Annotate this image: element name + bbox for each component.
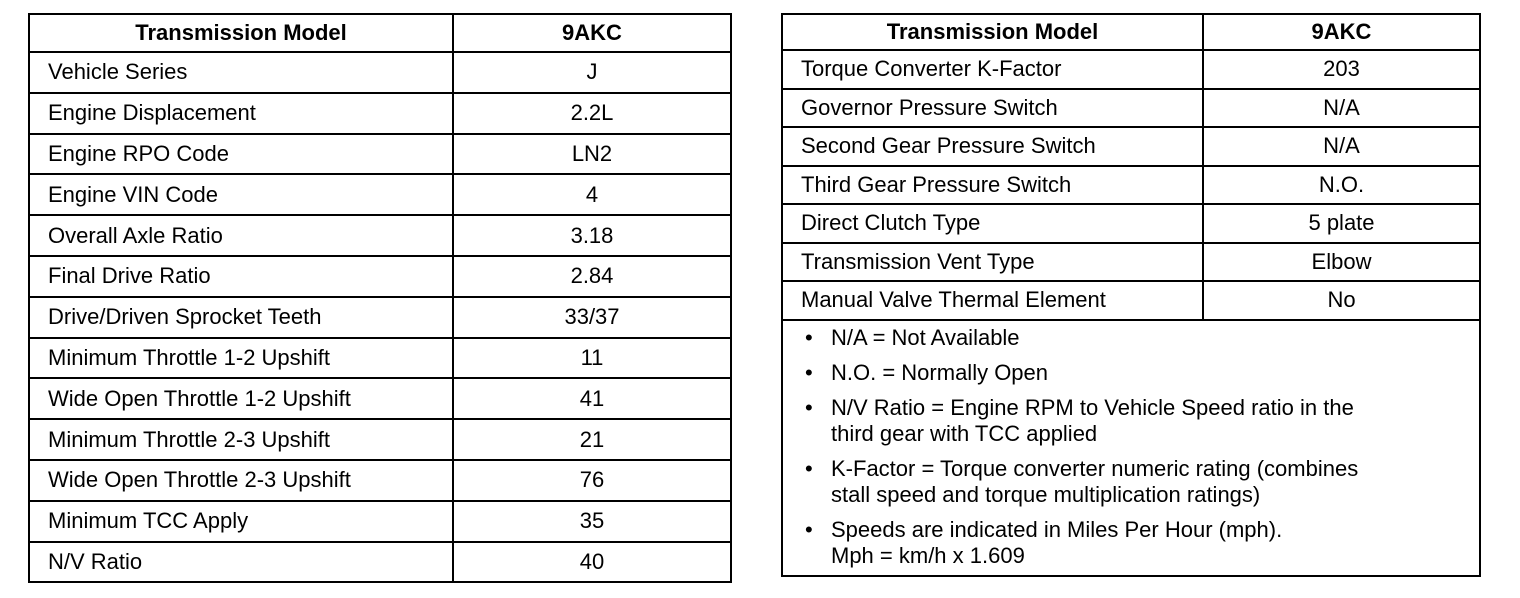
right-header-model-code: 9AKC [1203,14,1480,50]
table-row [782,89,1480,128]
row-label: Engine Displacement [29,93,453,134]
row-value: 2.84 [453,256,731,297]
row-label: Wide Open Throttle 2-3 Upshift [29,460,453,501]
bullet-icon: • [805,516,813,542]
row-label: Drive/Driven Sprocket Teeth [29,297,453,338]
row-label: Third Gear Pressure Switch [782,166,1203,205]
row-label: Second Gear Pressure Switch [782,127,1203,166]
bullet-icon: • [805,455,813,481]
table-row [29,93,731,134]
note-line: N/V Ratio = Engine RPM to Vehicle Speed ratio in the [831,394,1354,420]
note-line: N.O. = Normally Open [831,359,1049,385]
left-table-body [29,52,731,582]
note-text [831,360,1469,386]
row-value: 33/37 [453,297,731,338]
row-label: Final Drive Ratio [29,256,453,297]
row-label: Manual Valve Thermal Element [782,281,1203,320]
row-value: 5 plate [1203,204,1480,243]
row-label: Torque Converter K-Factor [782,50,1203,89]
table-row [782,166,1480,205]
table-row [29,174,731,215]
row-value: 41 [453,378,731,419]
table-row [29,134,731,175]
table-row [29,419,731,460]
table-row [29,338,731,379]
table-row [29,52,731,93]
row-label: Direct Clutch Type [782,204,1203,243]
note-item [805,456,1469,508]
row-label: Engine RPO Code [29,134,453,175]
row-label: Engine VIN Code [29,174,453,215]
row-value: 203 [1203,50,1480,89]
row-value: LN2 [453,134,731,175]
bullet-icon: • [805,359,813,385]
bullet-icon: • [805,324,813,350]
table-row [29,460,731,501]
row-label: Minimum Throttle 2-3 Upshift [29,419,453,460]
row-label: Minimum Throttle 1-2 Upshift [29,338,453,379]
note-item [805,395,1469,447]
right-header-model-label: Transmission Model [782,14,1203,50]
notes-cell [782,320,1480,576]
row-value: 2.2L [453,93,731,134]
table-row [782,50,1480,89]
row-value: 35 [453,501,731,542]
note-item [805,325,1469,351]
row-value: 40 [453,542,731,583]
note-text [831,395,1469,447]
note-line: K-Factor = Torque converter numeric rating (combines [831,455,1359,481]
row-label: Minimum TCC Apply [29,501,453,542]
table-row [782,281,1480,320]
table-row [29,215,731,256]
note-line: stall speed and torque multiplication ratings) [831,481,1261,507]
row-value: 11 [453,338,731,379]
row-value: 4 [453,174,731,215]
left-header-model-code: 9AKC [453,14,731,52]
row-label: N/V Ratio [29,542,453,583]
notes-row [782,320,1480,576]
note-text [831,456,1469,508]
row-value: N/A [1203,127,1480,166]
row-label: Wide Open Throttle 1-2 Upshift [29,378,453,419]
note-line: Speeds are indicated in Miles Per Hour (mph). [831,516,1283,542]
left-header-model-label: Transmission Model [29,14,453,52]
row-value: 3.18 [453,215,731,256]
row-value: J [453,52,731,93]
table-row [29,542,731,583]
note-item [805,360,1469,386]
row-label: Overall Axle Ratio [29,215,453,256]
bullet-icon: • [805,394,813,420]
row-value: 21 [453,419,731,460]
table-row [29,256,731,297]
row-value: 76 [453,460,731,501]
table-row [782,127,1480,166]
notes-list [805,325,1469,569]
table-row [29,378,731,419]
right-spec-table [781,13,1481,577]
note-text [831,517,1469,569]
row-label: Governor Pressure Switch [782,89,1203,128]
row-value: No [1203,281,1480,320]
row-value: N.O. [1203,166,1480,205]
row-label: Transmission Vent Type [782,243,1203,282]
note-text [831,325,1469,351]
table-row [29,297,731,338]
table-row [782,243,1480,282]
row-value: N/A [1203,89,1480,128]
left-table-header-row [29,14,731,52]
right-table-body [782,50,1480,320]
note-line: N/A = Not Available [831,324,1020,350]
table-row [29,501,731,542]
note-item [805,517,1469,569]
table-row [782,204,1480,243]
note-line: third gear with TCC applied [831,420,1098,446]
right-table-header-row [782,14,1480,50]
row-value: Elbow [1203,243,1480,282]
note-line: Mph = km/h x 1.609 [831,542,1025,568]
left-spec-table [28,13,732,583]
row-label: Vehicle Series [29,52,453,93]
